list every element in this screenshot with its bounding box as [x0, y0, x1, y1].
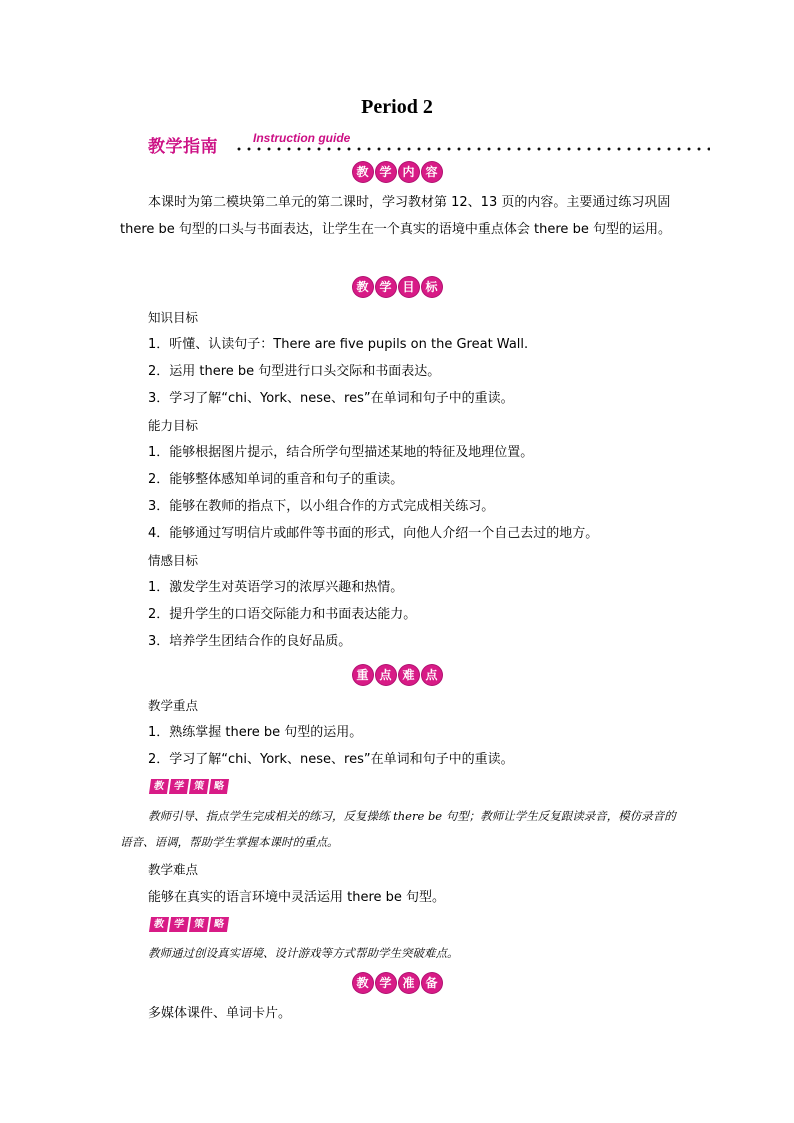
- knowledge-heading: 知识目标: [148, 310, 199, 325]
- section-badge-content: 教 学 内 容: [0, 162, 794, 182]
- knowledge-item: 2．运用 there be 句型进行口头交际和书面表达。: [148, 364, 441, 379]
- emotion-item: 1．激发学生对英语学习的浓厚兴趣和热情。: [148, 580, 404, 595]
- knowledge-item: 3．学习了解“chi、York、nese、res”在单词和句子中的重读。: [148, 391, 514, 406]
- knowledge-item: 1．听懂、认读句子：There are five pupils on the Great Wall.: [148, 337, 529, 352]
- key-heading: 教学重点: [148, 698, 199, 713]
- ability-item: 3．能够在教师的指点下，以小组合作的方式完成相关练习。: [148, 499, 495, 514]
- section-badge-goals: 教 学 目 标: [0, 277, 794, 297]
- guide-title-en: Instruction guide: [253, 131, 351, 145]
- ability-item: 4．能够通过写明信片或邮件等书面的形式，向他人介绍一个自己去过的地方。: [148, 526, 599, 541]
- section-badge-prep: 教 学 准 备: [0, 973, 794, 993]
- difficult-heading: 教学难点: [148, 862, 199, 877]
- emotion-item: 2．提升学生的口语交际能力和书面表达能力。: [148, 607, 417, 622]
- dotted-divider: [234, 147, 710, 151]
- strategy-badge: 教 学 策 略: [150, 779, 228, 794]
- content-paragraph: 本课时为第二模块第二单元的第二课时，学习教材第 12、13 页的内容。主要通过练习巩固 there be 句型的口头与书面表达，让学生在一个真实的语境中重点体会 there be 句型的运用。: [120, 195, 671, 237]
- ability-item: 2．能够整体感知单词的重音和句子的重读。: [148, 472, 404, 487]
- key-item: 1．熟练掌握 there be 句型的运用。: [148, 725, 363, 740]
- strategy-badge: 教 学 策 略: [150, 917, 228, 932]
- ability-heading: 能力目标: [148, 418, 199, 433]
- ability-item: 1．能够根据图片提示，结合所学句型描述某地的特征及地理位置。: [148, 445, 534, 460]
- emotion-item: 3．培养学生团结合作的良好品质。: [148, 634, 352, 649]
- page-title: Period 2: [361, 96, 433, 118]
- prep-text: 多媒体课件、单词卡片。: [148, 1006, 292, 1021]
- section-badge-keypoints: 重 点 难 点: [0, 665, 794, 685]
- instruction-guide-header: [148, 132, 710, 156]
- difficult-text: 能够在真实的语言环境中灵活运用 there be 句型。: [148, 890, 446, 905]
- key-strategy-text: 教师引导、指点学生完成相关的练习，反复操练 there be 句型；教师让学生反复跟读录音，模仿录音的语音、语调，帮助学生掌握本课时的重点。: [120, 809, 676, 849]
- guide-title-cn: 教学指南: [148, 137, 218, 157]
- key-item: 2．学习了解“chi、York、nese、res”在单词和句子中的重读。: [148, 752, 514, 767]
- emotion-heading: 情感目标: [148, 553, 199, 568]
- difficult-strategy-text: 教师通过创设真实语境、设计游戏等方式帮助学生突破难点。: [148, 946, 459, 960]
